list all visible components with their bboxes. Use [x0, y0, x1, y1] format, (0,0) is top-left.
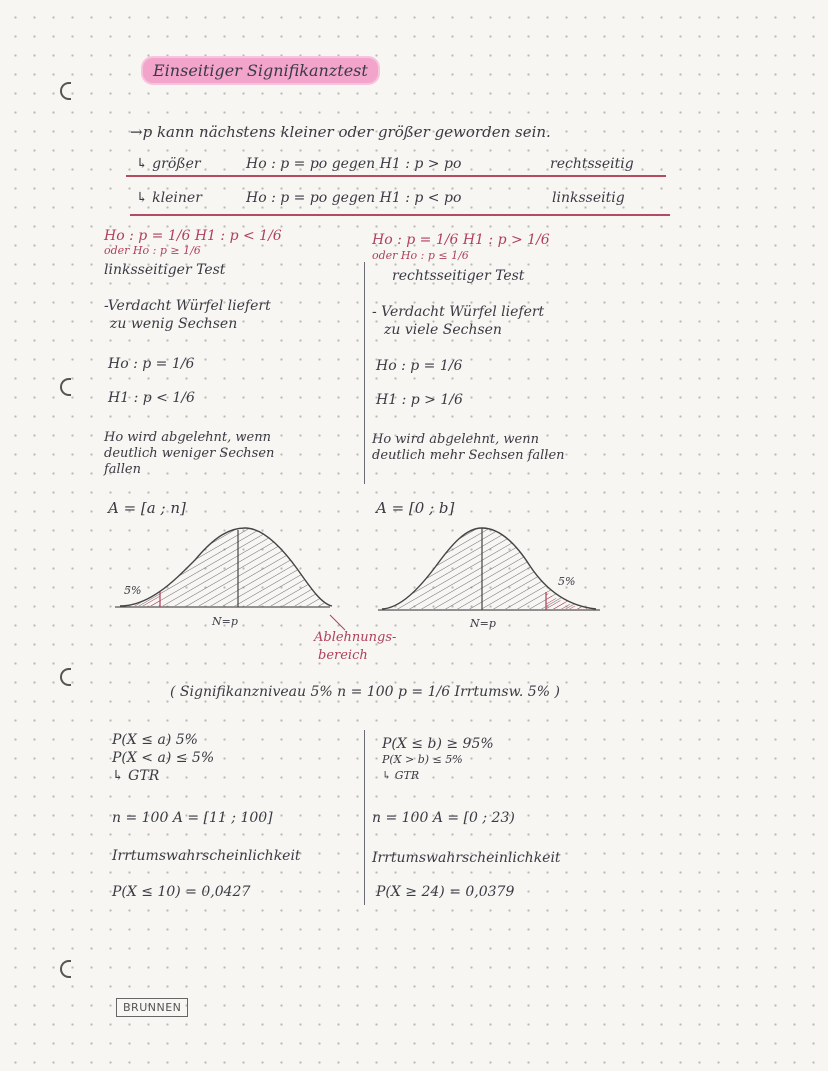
right-calc: ↳ GTR: [382, 769, 420, 782]
right-reject-text: deutlich mehr Sechsen fallen: [372, 448, 565, 463]
right-suspicion: - Verdacht Würfel liefert: [372, 304, 545, 320]
right-hatched-area: [382, 528, 596, 609]
parameters-line: ( Signifikanzniveau 5% n = 100 p = 1/6 Irrtumsw. 5% ): [170, 684, 560, 700]
left-significance-label: 5%: [124, 584, 142, 597]
left-reject-text: fallen: [104, 462, 141, 477]
intro-greater-label: ↳ größer: [136, 156, 201, 172]
rejection-region-label: Ablehnungs-: [314, 630, 397, 645]
left-reject-text: deutlich weniger Sechsen: [104, 446, 275, 461]
rejection-region-label: bereich: [318, 648, 368, 663]
right-h0: Ho : p = 1/6: [376, 358, 463, 374]
left-calc: n = 100 A = [11 ; 100]: [112, 810, 273, 826]
left-suspicion: -Verdacht Würfel liefert: [104, 298, 271, 314]
left-calc: Irrtumswahrscheinlichkeit: [112, 848, 301, 864]
page-title: Einseitiger Signifikanztest: [143, 58, 378, 83]
right-significance-label: 5%: [558, 575, 576, 588]
left-calc: P(X ≤ 10) = 0,0427: [112, 884, 251, 900]
left-bell-curve: [115, 528, 332, 607]
left-h1: H1 : p < 1/6: [108, 390, 195, 406]
right-hypothesis-alt: oder Ho : p ≤ 1/6: [372, 249, 469, 262]
intro-smaller-label: ↳ kleiner: [136, 190, 202, 206]
intro-greater-side: rechtsseitig: [550, 156, 634, 172]
right-calc: P(X ≥ 24) = 0,0379: [376, 884, 515, 900]
right-mean-label: N=p: [470, 617, 496, 630]
left-h0: Ho : p = 1/6: [108, 356, 195, 372]
left-suspicion: zu wenig Sechsen: [110, 316, 238, 332]
left-region: A = [a ; n]: [108, 499, 186, 517]
left-mean-label: N=p: [212, 615, 238, 628]
rejection-pointer: [330, 615, 345, 630]
intro-greater-rule: Ho : p = po gegen H1 : p > po: [246, 156, 462, 172]
intro-smaller-side: linksseitig: [552, 190, 625, 206]
left-calc: ↳ GTR: [112, 768, 160, 784]
brand-logo: BRUNNEN: [116, 998, 188, 1017]
right-h1: H1 : p > 1/6: [376, 392, 463, 408]
right-calc: Irrtumswahrscheinlichkeit: [372, 850, 561, 866]
right-hypotheses: Ho : p = 1/6 H1 : p > 1/6: [372, 232, 550, 248]
left-reject-text: Ho wird abgelehnt, wenn: [104, 430, 271, 445]
right-calc: P(X ≤ b) ≥ 95%: [382, 736, 494, 752]
left-calc: P(X ≤ a) 5%: [112, 732, 198, 748]
right-calc: n = 100 A = [0 ; 23): [372, 810, 515, 826]
intro-line: →p kann nächstens kleiner oder größer geworden sein.: [130, 123, 551, 141]
right-reject-text: Ho wird abgelehnt, wenn: [372, 432, 539, 447]
right-calc: P(X > b) ≤ 5%: [382, 753, 463, 766]
intro-smaller-rule: Ho : p = po gegen H1 : p < po: [246, 190, 462, 206]
right-bell-curve: [378, 528, 600, 610]
left-test-name: linksseitiger Test: [104, 262, 226, 278]
left-hypotheses: Ho : p = 1/6 H1 : p < 1/6: [104, 228, 282, 244]
left-calc: P(X < a) ≤ 5%: [112, 750, 215, 766]
right-region: A = [0 ; b]: [376, 499, 455, 517]
left-hypothesis-alt: oder Ho : p ≥ 1/6: [104, 244, 201, 257]
right-test-name: rechtsseitiger Test: [392, 268, 525, 284]
left-hatched-area: [120, 528, 332, 606]
right-suspicion: zu viele Sechsen: [384, 322, 502, 338]
